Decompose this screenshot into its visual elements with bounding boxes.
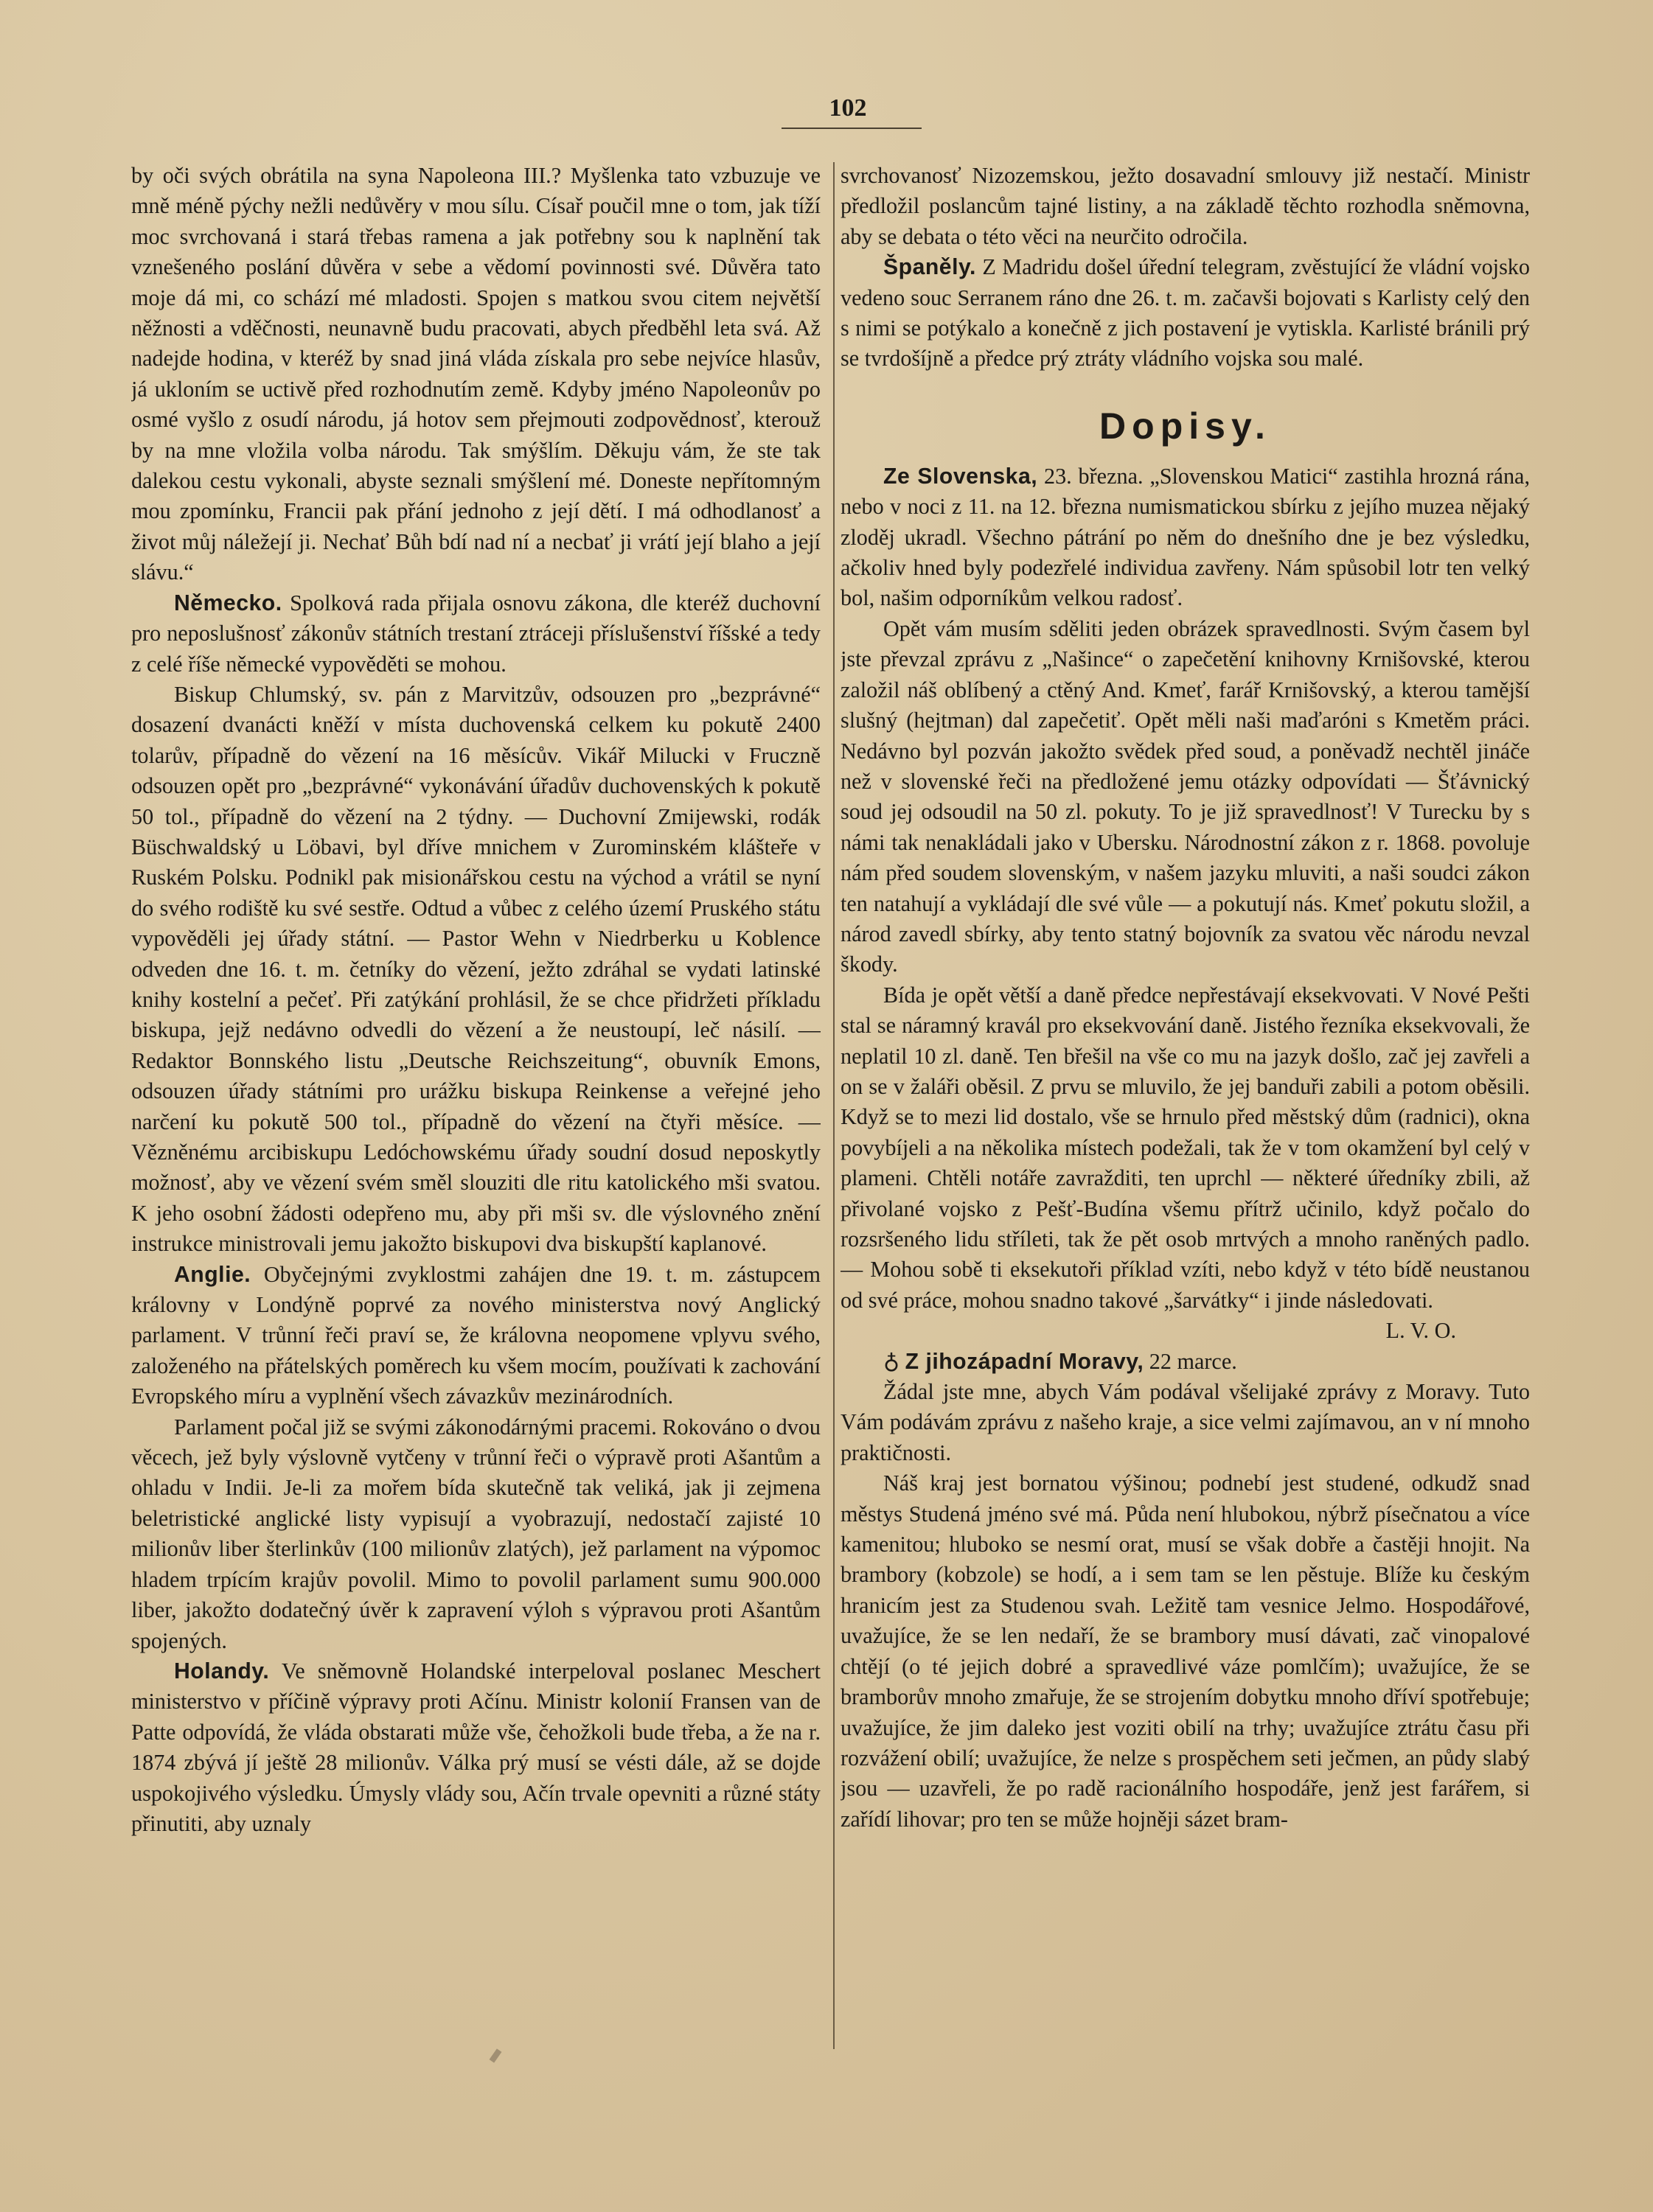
lead-nemecko: Německo. xyxy=(174,590,282,615)
paragraph-biskup: Biskup Chlumský, sv. pán z Marvitzův, odsouzen pro „bezprávné“ dosazení dvanácti kněží v místa duchovenská celkem ku pokutě 2400 tolarův, případně do vězení na 16 měsícův. Vikář Milucki v Fruczně odsouzen opět pro „bezprávné“ vykonávání úřadův duchovenských k pokutě 50 tol., případně do vězení na 2 týdny. — Duchovní Zmijewski, rodák Büschwaldský u Löbavi, byl dříve mnichem v Zurominském klášteře v Ruském Polsku. Podnikl pak misionářskou cestu na východ a vrátil se nyní do svého rodiště ku své sestře. Odtud a vůbec z celého území Pruského státu vypověděli jej úřady státní. — Pastor Wehn v Niedrberku u Koblence odveden dne 16. t. m. četníky do vězení, ježto zdráhal se vydati latinské knihy kostelní a pečeť. Při zatýkání prohlásil, že se chce přidržeti příkladu biskupa, jejž nedávno odvedli do vězení a že neustoupí, leč násilí. — Redaktor Bonnského listu „Deutsche Reichszeitung“, obuvník Emons, odsouzen úřady státními pro urážku biskupa Reinkense a veřejné jeho narčení ku pokutě 500 tol., případně do vězení na čtyři měsíce. — Vězněnému arcibiskupu Ledóchowskému úřady soudní dosud neposkytly možnosť, aby ve vězení svém směl slouziti dle ritu katolického mši svatou. K jeho osobní žádosti odepřeno mu, aby při mši sv. dle výslovného znění instrukce ministrovali jemu jakožto biskupovi dva biskupští kaplanové. xyxy=(131,681,821,1257)
column-divider xyxy=(833,162,835,2049)
paragraph-nizozemsko: svrchovanosť Nizozemskou, ježto dosavadní smlouvy již nestačí. Ministr předložil poslancům tajné listiny, a na základě těchto rozhodla sněmovna, aby se debata o této věci na neurčito odročila. xyxy=(841,163,1530,249)
section-title-dopisy: Dopisy. xyxy=(1099,405,1271,447)
page-number-rule xyxy=(782,128,922,129)
lead-anglie: Anglie. xyxy=(174,1262,251,1287)
earth-symbol-icon: ♁ xyxy=(883,1348,900,1374)
paragraph-zadal: Žádal jste mne, abych Vám podával všelijaké zprávy z Moravy. Tuto Vám podávám zprávu z našeho kraje, a sice velmi zajímavou, an v ní mnoho praktičnosti. xyxy=(841,1379,1530,1465)
paragraph-spanely xyxy=(841,252,1530,374)
paragraph-morava-heading xyxy=(841,1347,1530,1377)
paragraph-bida: Bída je opět větší a daně předce nepřestávají eksekvovati. V Nové Pešti stal se náramný kravál pro eksekvování daně. Jistého řezníka eksekvovali, že neplatil 10 zl. daně. Ten břešil na vše co mu na jazyk došlo, zač jej zavřeli a on se v žaláři oběsil. Z prvu se mluvilo, že jej banduři zabili a potom oběsili. Když se to mezi lid dostalo, vše se hrnulo před městský dům (radnici), okna povybíjeli a na několika místech podežali, tak že v tom okamžení byl celý v plameni. Chtěli notáře zavražditi, ten uprchl — některé úředníky zbili, až přivolané vojsko z Pešť-Budína všemu přítrž učinilo, když počalo do rozsršeného lidu stříleti, tak že pět osob mrtvých a mnoho raněných padlo. — Mohou sobě ti eksekutoři příklad vzíti, nebo když v této bídě neustanou od své práce, mohou snadno takové „šarvátky“ i jinde následovati. xyxy=(841,982,1530,1313)
lead-spanely: Španěly. xyxy=(883,255,976,280)
paragraph-nas-kraj: Náš kraj jest bornatou výšinou; podnebí jest studené, odkudž snad městys Studená jméno své má. Půda není hlubokou, nýbrž písečnatou a více kamenitou; hluboko se nesmí orat, musí se však dobře a častěji hnojit. Na brambory (kobzole) se hodí, a i sem tam se len pěstuje. Blíže ku českým hranicím jest za Studenou svah. Ležitě tam vesnice Jelmo. Hospodářové, uvažujíce, že se len nedaří, že se brambory musí dávati, zač vinopalové chtějí (o té jejich dobré a spravedlivé váze pomlčím); uvažujíce, že se bramborův mnoho zmařuje, že se strojením dobytku mnoho dříví spotřebuje; uvažujíce, že jim daleko jest voziti obilí na trhy; uvažujíce ztrátu času při rozvážení obilí; uvažujíce, že nelze s prospěchem seti ječmen, an půdy slabý jsou — uzavřeli, že po radě racionálního hospodáře, jenž jest farářem, si zařídí lihovar; pro ten se může hojněji sázet bram- xyxy=(841,1470,1530,1832)
text-slovensko: 23. března. „Slovenskou Matici“ zastihla hrozná rána, nebo v noci z 11. na 12. března numismatickou sbírku z jejího muzea nějaký zloděj ukradl. Všechno pátrání po něm do dnešního dne je bez výsledku, ačkoliv hned byly podezřelé individua zavřeny. Nám spůsobil lotr ten velký bol, našim odporníkům velkou radosť. xyxy=(841,463,1530,611)
left-column xyxy=(131,161,821,2062)
paragraph-holandy xyxy=(131,1656,821,1839)
paragraph-opet: Opět vám musím sděliti jeden obrázek spravedlnosti. Svým časem byl jste převzal zprávu z „Našince“ o zapečetění knihovny Krnišovské, kterou založil náš oblíbený a ctěný And. Kmeť, farář Krnišovský, a kterou tamější slušný (hejtman) dal zapečetiť. Opět měli naši maďaróni s Kmetěm práci. Nedávno byl pozván jakožto svědek před soud, a poněvadž nechtěl jináče než v slovenské řeči na předložené jemu otázky odpovídati — Šťávnický soud jej odsoudil na 50 zl. pokuty. To je již spravedlnosť! V Turecku by s námi tak nenakládali jako v Ubersku. Národnostní zákon z r. 1868. povoluje nám před soudem slovenským, v našem jazyku mluviti, a naši soudci zákon ten natahují a vykládají dle své vůle — a pokutují nás. Kmeť pokutu složil, a národ zavedl sbírky, aby tento statný bojovník za svatou věc národu nevzal škody. xyxy=(841,615,1530,977)
lead-slovensko: Ze Slovenska, xyxy=(883,464,1038,489)
text-anglie: Obyčejnými zvyklostmi zahájen dne 19. t. m. zástupcem královny v Londýně poprvé za nového ministerstva nový Anglický parlament. V trůnní řeči praví se, že královna neopomene vplyvu svého, založeného na přátelských poměrech ku všem mocím, používati k zachování Evropského míru a vyplnění všech závazkův mezinárodních. xyxy=(131,1261,821,1409)
paragraph-napoleon: by oči svých obrátila na syna Napoleona III.? Myšlenka tato vzbuzuje ve mně méně pýchy nežli nedůvěry v mou sílu. Císař poučil mne o tom, jak tíží moc svrchovaná i stará třebas ramena a jak potřebny sou k naplnění tak vznešeného poslání důvěra v sebe a vědomí povinnosti své. Důvěra tato moje dá mi, co schází mé mladosti. Spojen s matkou svou citem největší něžnosti a vděčnosti, neunavně budu pracovati, abych předběhl leta svá. Až nadejde hodina, v kteréž by snad jiná vláda získala pro sebe nejvíce hlasův, já ukloním se uctivě před rozhodnutím země. Kdyby jméno Napoleonův po osmé vyšlo z osudí národu, já hotov sem přejmouti zodpovědnosť, kterouž by na mne vložila volba národu. Tak smýšlím. Děkuju vám, že ste tak dalekou cestu vykonali, abyste seznali smýšlení mé. Doneste nepřítomným mou zpomínku, Francii pak přání jednoho z její dětí. I má odhodlanosť a život můj náležejí ji. Nechať Bůh bdí nad ní a necbať ji vrátí její blaho a její slávu.“ xyxy=(131,163,821,585)
lead-holandy: Holandy. xyxy=(174,1658,270,1684)
text-morava: 22 marce. xyxy=(1144,1348,1237,1374)
paragraph-nemecko xyxy=(131,588,821,680)
signature: L. V. O. xyxy=(1385,1318,1456,1344)
text-spanely: Z Madridu došel úřední telegram, zvěstující že vládní vojsko vedeno souc Serranem ráno dne 26. t. m. začavši bojovati s Karlisty celý den s nimi se potýkalo a konečně z jich postavení je vytiskla. Karlisté bránili prý se tvrdošíjně a předce prý ztráty vládního vojska sou malé. xyxy=(841,254,1530,371)
lead-morava: Z jihozápadní Moravy, xyxy=(905,1349,1144,1374)
right-column xyxy=(841,161,1530,2062)
paragraph-slovensko xyxy=(841,461,1530,614)
text-nemecko: Spolková rada přijala osnovu zákona, dle kteréž duchovní pro neposlušnosť zákonův státních trestaní ztráceji příslušenství říšské a tedy z celé říše německé vypověděti se mohou. xyxy=(131,590,821,677)
paragraph-parlament: Parlament počal již se svými zákonodárnými pracemi. Rokováno o dvou věcech, jež byly výslovně vytčeny v trůnní řeči o výpravě proti Ašantům a ohladu v Indii. Je-li za mořem bída skutečně tak veliká, jak ji zejmena beletristické anglické listy vypisují a vyobrazují, nedostačí zajisté 10 milionův liber šterlinkův (100 milionův zlatých), jež parlament na výpomoc hladem trpícím krajův povolil. Mimo to povolil parlament sumu 900.000 liber, jakožto dodatečný úvěr k zapravení výloh s výpravou proti Ašantům spojených. xyxy=(131,1414,821,1653)
text-holandy: Ve sněmovně Holandské interpeloval poslanec Meschert ministerstvo v příčině výpravy proti Ačínu. Ministr kolonií Fransen van de Patte odpovídá, že vláda obstarati může vše, čehožkoli bude třeba, a že na r. 1874 zbývá jí ještě 28 milionův. Válka prý musí se vésti dále, až se dojde uspokojivého výsledku. Úmysly vlády sou, Ačín trvale opevniti a různé státy přinutiti, aby uznaly xyxy=(131,1658,821,1836)
page-number: 102 xyxy=(829,94,867,122)
paragraph-anglie xyxy=(131,1260,821,1412)
